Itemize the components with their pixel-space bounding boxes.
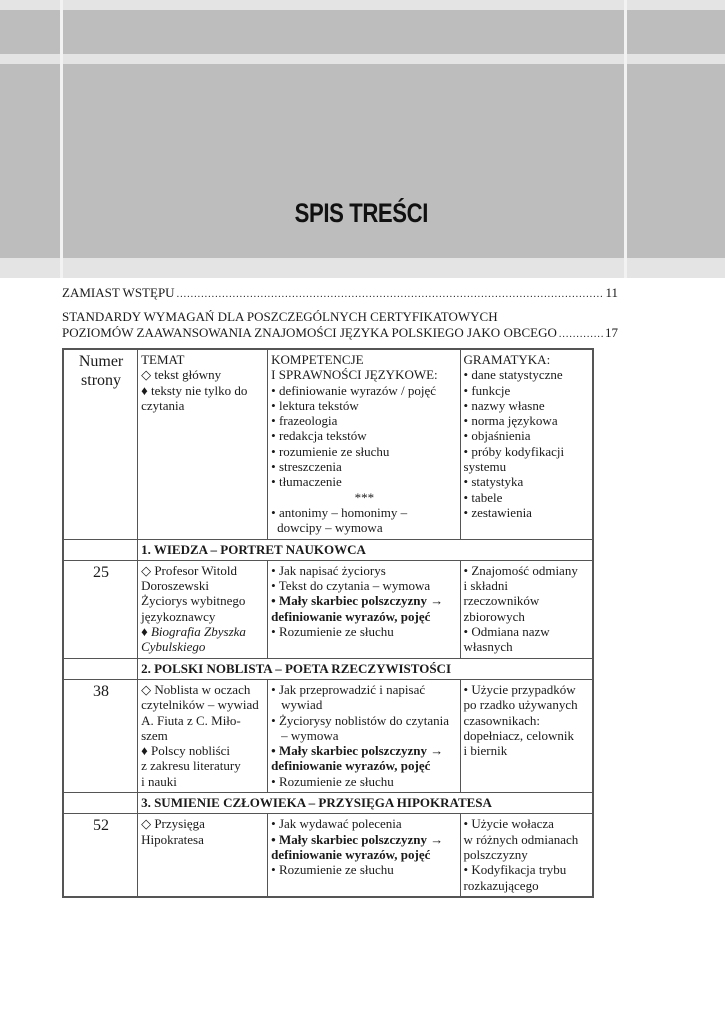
toc-entry-label: POZIOMÓW ZAAWANSOWANIA ZNAJOMOŚCI JĘZYKA POLSKIEGO JAKO OBCEGO (62, 325, 557, 340)
header-text: • statystyka (463, 474, 524, 490)
cell-line: rozkazującego (463, 877, 539, 893)
cell-line: czytelników – wywiad (141, 697, 259, 713)
header-text: • próby kodyfikacji (463, 443, 565, 459)
header-text: • funkcje (463, 382, 511, 398)
cell-line: po rzadko używanych (463, 697, 578, 713)
section-empty-cell (63, 658, 138, 679)
table-header-row (63, 349, 593, 539)
table-row (63, 679, 593, 792)
section-empty-cell (63, 539, 138, 560)
header-text: *** (354, 489, 375, 505)
cell-line: Cybulskiego (141, 639, 206, 655)
toc-entry-page: 11 (605, 285, 618, 300)
cell-line: i składni (463, 578, 508, 594)
section-title-row (63, 658, 593, 679)
header-text: TEMAT (141, 352, 185, 367)
cell-line: • Jak wydawać polecenia (271, 816, 402, 832)
column-header-grammar (460, 349, 593, 539)
header-text: • zestawienia (463, 504, 532, 520)
topic-cell (138, 560, 268, 658)
cell-line: A. Fiuta z C. Miło- (141, 712, 241, 728)
section-title[interactable]: 1. WIEDZA – PORTRET NAUKOWCA (138, 539, 593, 560)
cell-line: • Rozumienie ze słuchu (271, 773, 394, 789)
section-title[interactable]: 2. POLSKI NOBLISTA – POETA RZECZYWISTOŚCI (138, 658, 593, 679)
table-row (63, 560, 593, 658)
cell-line: definiowanie wyrazów, pojęć (271, 758, 431, 774)
header-text: • frazeologia (271, 413, 338, 429)
header-text: czytania (141, 397, 185, 413)
cell-line: • Jak napisać życiorys (271, 562, 386, 578)
cell-line: Życiorys wybitnego (141, 593, 246, 609)
cell-line: • Rozumienie ze słuchu (271, 624, 394, 640)
cell-line: ♦ Polscy nobliści (141, 743, 231, 759)
toc-entry-label: ZAMIAST WSTĘPU (62, 285, 175, 300)
column-header-page (63, 349, 138, 539)
cell-line: językoznawcy (141, 608, 216, 624)
header-text: ◇ tekst główny (141, 367, 222, 383)
page-title: SPIS TREŚCI (294, 198, 428, 228)
header-divider (624, 0, 627, 278)
cell-line: ◇ Przysięga (141, 816, 205, 832)
cell-line: Hipokratesa (141, 831, 204, 847)
header-text: KOMPETENCJE (271, 352, 364, 367)
cell-line: dopełniacz, celownik (463, 727, 574, 743)
header-text: I SPRAWNOŚCI JĘZYKOWE: (271, 367, 438, 383)
cell-line: ♦ Biografia Zbyszka (141, 624, 246, 640)
cell-line: – wymowa (281, 727, 339, 743)
header-text: dowcipy – wymowa (277, 520, 383, 536)
page-number: 52 (63, 814, 138, 897)
cell-line: definiowanie wyrazów, pojęć (271, 846, 431, 862)
header-top-band (0, 0, 725, 10)
column-header-skills (268, 349, 460, 539)
cell-line: • Znajomość odmiany (463, 562, 578, 578)
cell-line: • Mały skarbiec polszczyzny → (271, 831, 444, 847)
cell-line: czasownikach: (463, 712, 541, 728)
header-text: strony (81, 372, 122, 389)
cell-line: w różnych odmianach (463, 831, 579, 847)
header-banner (0, 0, 725, 278)
page-number: 25 (63, 560, 138, 658)
cell-line: • Mały skarbiec polszczyzny → (271, 743, 444, 759)
contents-table (62, 348, 594, 898)
cell-line: definiowanie wyrazów, pojęć (271, 608, 431, 624)
header-bottom-band (0, 258, 725, 278)
cell-line: • Jak przeprowadzić i napisać (271, 681, 426, 697)
cell-line: z zakresu literatury (141, 758, 241, 774)
column-header-topic (138, 349, 268, 539)
cell-line: • Rozumienie ze słuchu (271, 862, 394, 878)
cell-line: zbiorowych (463, 608, 525, 624)
cell-line: ◇ Noblista w oczach (141, 681, 251, 697)
grammar-cell (460, 814, 593, 897)
cell-line: Doroszewski (141, 578, 209, 594)
header-band (0, 54, 725, 64)
header-text: • antonimy – homonimy – (271, 504, 408, 520)
header-text: systemu (463, 459, 507, 475)
toc-entry-label: STANDARDY WYMAGAŃ DLA POSZCZEGÓLNYCH CERTYFIKATOWYCH (62, 309, 498, 324)
header-text: • tabele (463, 489, 503, 505)
skills-cell (268, 814, 460, 897)
header-text: • lektura tekstów (271, 397, 359, 413)
table-row (63, 814, 593, 897)
cell-line: • Kodyfikacja trybu (463, 862, 567, 878)
toc-leader (177, 285, 604, 303)
header-text: ♦ teksty nie tylko do (141, 382, 248, 398)
cell-line: rzeczowników (463, 593, 540, 609)
skills-cell (268, 679, 460, 792)
grammar-cell (460, 560, 593, 658)
header-text: • streszczenia (271, 459, 342, 475)
header-text: • nazwy własne (463, 397, 545, 413)
cell-line: • Życiorysy noblistów do czytania (271, 712, 450, 728)
cell-line: i biernik (463, 743, 508, 759)
header-text: GRAMATYKA: (463, 352, 551, 367)
toc-leader (559, 325, 603, 343)
cell-line: • Użycie wołacza (463, 816, 554, 832)
toc-entry[interactable] (62, 309, 618, 343)
cell-line: wywiad (281, 697, 323, 713)
topic-cell (138, 814, 268, 897)
section-title-row (63, 539, 593, 560)
cell-line: • Użycie przypadków (463, 681, 576, 697)
cell-line: polszczyzny (463, 846, 528, 862)
cell-line: i nauki (141, 773, 177, 789)
toc-entry[interactable] (62, 285, 618, 303)
section-title-row (63, 793, 593, 814)
cell-line: • Tekst do czytania – wymowa (271, 578, 431, 594)
header-text: • norma językowa (463, 413, 558, 429)
section-title[interactable]: 3. SUMIENIE CZŁOWIEKA – PRZYSIĘGA HIPOKRATESA (138, 793, 593, 814)
cell-line: • Mały skarbiec polszczyzny → (271, 593, 444, 609)
cell-line: ◇ Profesor Witold (141, 562, 237, 578)
header-text: Numer (78, 353, 124, 370)
grammar-cell (460, 679, 593, 792)
skills-cell (268, 560, 460, 658)
header-text: • dane statystyczne (463, 367, 563, 383)
header-divider (60, 0, 63, 278)
toc-entry-page: 17 (605, 325, 618, 340)
header-text: • redakcja tekstów (271, 428, 367, 444)
cell-line: • Odmiana nazw (463, 624, 550, 640)
topic-cell (138, 679, 268, 792)
section-empty-cell (63, 793, 138, 814)
header-text: • rozumienie ze słuchu (271, 443, 390, 459)
header-text: • tłumaczenie (271, 474, 342, 490)
cell-line: szem (141, 727, 168, 743)
page-number: 38 (63, 679, 138, 792)
cell-line: własnych (463, 639, 513, 655)
header-text: • definiowanie wyrazów / pojęć (271, 382, 436, 398)
header-text: • objaśnienia (463, 428, 531, 444)
